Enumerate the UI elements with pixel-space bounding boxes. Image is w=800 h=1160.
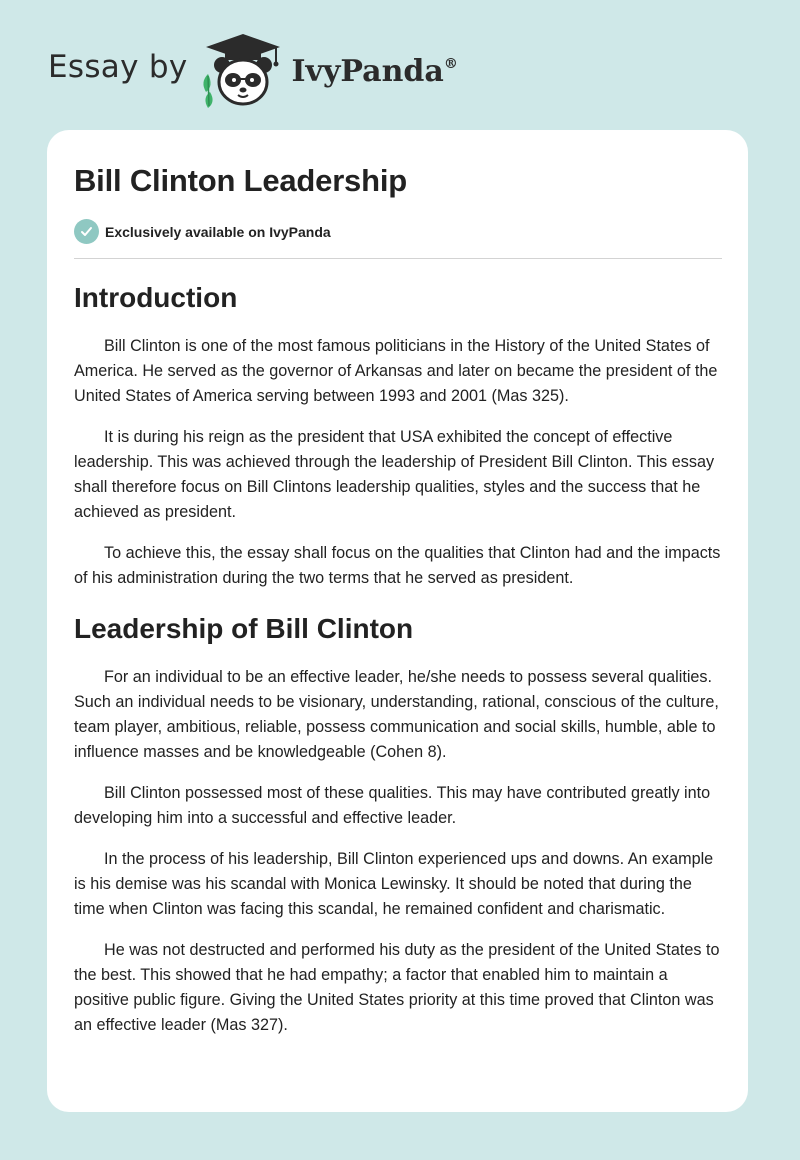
paragraph: He was not destructed and performed his duty as the president of the United States to the best. This showed that he had empathy; a factor that enabled him to maintain a positive public figure. Giving the United States priority at this time proved that Clinton was an effective leader (Mas 327). (74, 941, 720, 1034)
section-heading-leadership: Leadership of Bill Clinton (74, 613, 414, 644)
paragraph: To achieve this, the essay shall focus on the qualities that Clinton had and the impacts of his administration during the two terms that he served as president. (74, 544, 721, 587)
page-title: Bill Clinton Leadership (74, 163, 407, 198)
divider (74, 258, 722, 259)
essay-by-label: Essay by (48, 49, 188, 85)
registered-mark: ® (443, 55, 458, 72)
exclusive-badge (74, 219, 722, 244)
section-heading-introduction: Introduction (74, 282, 238, 313)
paragraph: It is during his reign as the president that USA exhibited the concept of effective leadership. This was achieved through the leadership of President Bill Clinton. This essay shall therefore focus on Bill Clintons leadership qualities, styles and the success that he achieved as president. (74, 428, 715, 521)
site-header (48, 30, 458, 110)
brand-name: IvyPanda® (291, 53, 458, 89)
paragraph: Bill Clinton is one of the most famous politicians in the History of the United States of America. He served as the governor of Arkansas and later on became the president of the United States of America serving between 1993 and 2001 (Mas 325). (74, 337, 718, 405)
essay-card (47, 130, 748, 1112)
panda-logo-icon (198, 30, 288, 110)
paragraph: In the process of his leadership, Bill Clinton experienced ups and downs. An example is his demise was his scandal with Monica Lewinsky. It should be noted that during the time when Clinton was facing this scandal, he remained confident and charismatic. (74, 850, 714, 918)
paragraph: Bill Clinton possessed most of these qualities. This may have contributed greatly into developing him into a successful and effective leader. (74, 784, 711, 827)
paragraph: For an individual to be an effective leader, he/she needs to possess several qualities. Such an individual needs to be visionary, understanding, rational, conscious of the culture, team player, ambitious, reliable, possess communication and social skills, humble, able to influence masses and be knowledgeable (Cohen 8). (74, 668, 719, 761)
exclusive-badge-label: Exclusively available on IvyPanda (105, 223, 331, 240)
check-icon (74, 219, 99, 244)
